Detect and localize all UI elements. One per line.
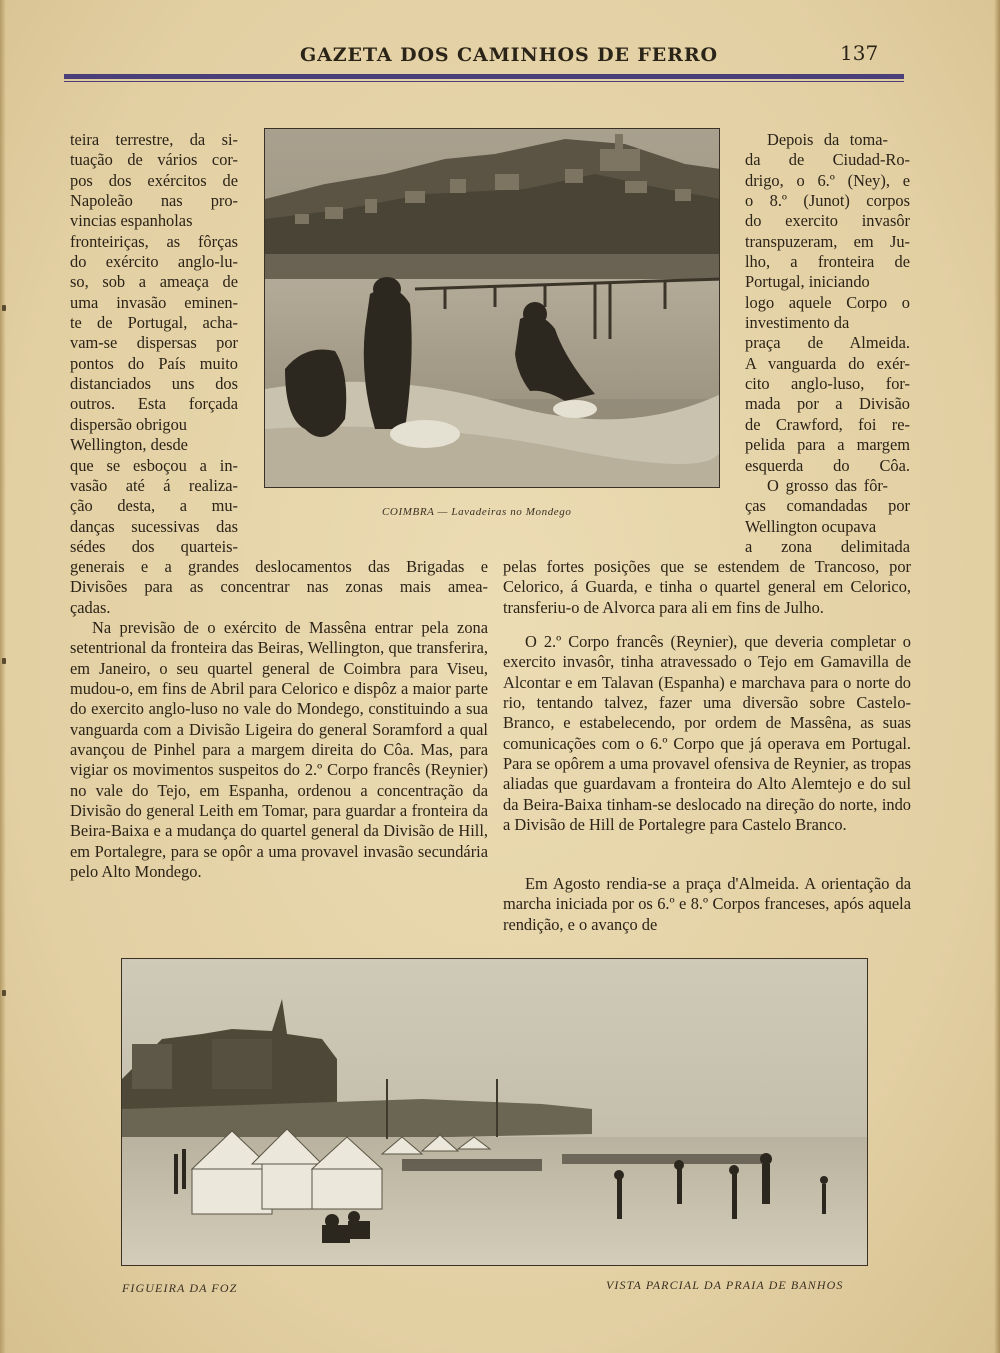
text-line: so, sob a ameaça de xyxy=(70,272,238,292)
text-line: Wellington ocupava xyxy=(745,516,877,536)
text-line: ças comandadas por xyxy=(745,496,910,516)
text-line: A vanguarda do exér- xyxy=(745,353,910,373)
page-number: 137 xyxy=(840,41,879,65)
figueira-caption-place: FIGUEIRA DA FOZ xyxy=(122,1281,238,1295)
text-line: generais e a grandes deslocamentos das Brigadas e xyxy=(70,557,488,576)
text-line: cito anglo-luso, for- xyxy=(745,374,910,394)
text-line: sédes dos quarteis- xyxy=(70,536,238,556)
text-line: Divisões para as concentrar nas zonas mais amea- xyxy=(70,577,488,597)
text-line: vincias espanholas xyxy=(70,211,193,231)
text-line: lho, a fronteira de xyxy=(745,252,910,272)
figueira-caption-title: VISTA PARCIAL DA PRAIA DE BANHOS xyxy=(606,1278,844,1292)
text-line: O grosso das fôr- xyxy=(767,475,888,495)
text-line: do exército anglo-lu- xyxy=(70,252,238,272)
text-line: uma invasão eminen- xyxy=(70,292,238,312)
binding-mark xyxy=(2,658,6,664)
text-line: Wellington, desde xyxy=(70,435,188,455)
text-line: praça de Almeida. xyxy=(745,333,910,353)
text-line: fronteiriças, as fôrças xyxy=(70,231,238,251)
text-line: pos dos exércitos de xyxy=(70,170,238,190)
text-line: danças sucessivas das xyxy=(70,516,238,536)
text-line: Depois da toma- xyxy=(767,130,888,149)
text-line: do exercito invasôr xyxy=(745,211,910,231)
text-line: de Crawford, foi re- xyxy=(745,414,910,434)
binding-mark xyxy=(2,305,6,311)
text-line: Napoleão nas pro- xyxy=(70,191,238,211)
text-line: da de Ciudad-Ro- xyxy=(745,150,910,170)
left-column-top xyxy=(70,130,238,557)
right-column-continuation: pelas fortes posições que se estendem de Trancoso, por Celorico, á Guarda, e tinha o quartel general em Celorico, transferiu-o de Alvorca para ali em fins de Julho. xyxy=(503,557,911,617)
left-column-continuation xyxy=(70,557,488,618)
running-head: GAZETA DOS CAMINHOS DE FERRO xyxy=(300,44,719,66)
right-paragraph-3: Em Agosto rendia-se a praça d'Almeida. A orientação da marcha iniciada por os 6.º e 8.º Corpos franceses, após aquela rendição, e o avanço de xyxy=(503,874,911,934)
text-line: logo aquele Corpo o xyxy=(745,292,910,312)
text-line: drigo, o 6.º (Ney), e xyxy=(745,170,910,190)
header-rule xyxy=(64,74,904,79)
page-left-edge xyxy=(0,0,6,1353)
text-line: transpuzeram, em Ju- xyxy=(745,231,910,251)
binding-mark xyxy=(2,990,6,996)
right-column-top xyxy=(745,130,910,557)
text-line: que se esboçou a in- xyxy=(70,455,238,475)
figueira-photo xyxy=(121,958,868,1266)
text-line: o 8.º (Junot) corpos xyxy=(745,191,910,211)
coimbra-illustration xyxy=(265,129,720,488)
text-line: pontos do País muito xyxy=(70,353,238,373)
text-line: çadas. xyxy=(70,597,111,617)
text-line: vasão até á realiza- xyxy=(70,475,238,495)
text-line: mada por a Divisão xyxy=(745,394,910,414)
text-line: distanciados uns dos xyxy=(70,374,238,394)
text-line: ção desta, a mu- xyxy=(70,496,238,516)
text-line: pelida para a margem xyxy=(745,435,910,455)
text-line: dispersão obrigou xyxy=(70,414,187,434)
left-paragraph-2: Na previsão de o exército de Massêna entrar pela zona setentrional da fronteira das Beiras, Wellington, que transferira, em Janeiro, o seu quartel general de Coimbra para Viseu, mudou-o, em fins de Abril para Celorico e dispôz a maior parte do exercito anglo-luso no vale do Mondego, constituindo a sua vanguarda com a Divisão Ligeira do general Soramford a qual avançou de Pinhel para a margem direita do Côa. Mas, para vigiar os movimentos suspeitos do 2.º Corpo francês (Reynier) no vale do Tejo, em Espanha, ordenou a concentração da Divisão do general Leith em Tomar, para guardar a fronteira da Beira-Baixa e a mudança do quartel general da Divisão de Hill, em Portalegre, para se opôr a uma provavel invasão secundária pelo Alto Mondego. xyxy=(70,618,488,882)
header-rule-thin xyxy=(64,81,904,82)
text-line: esquerda do Côa. xyxy=(745,455,910,475)
text-line: tuação de vários cor- xyxy=(70,150,238,170)
page-right-edge xyxy=(994,0,1000,1353)
figueira-illustration xyxy=(122,959,868,1266)
coimbra-photo xyxy=(264,128,720,488)
text-line: vam-se dispersas por xyxy=(70,333,238,353)
coimbra-caption: COIMBRA — Lavadeiras no Mondego xyxy=(382,506,572,518)
text-line: a zona delimitada xyxy=(745,536,910,556)
text-line: Portugal, iniciando xyxy=(745,272,870,292)
text-line: teira terrestre, da si- xyxy=(70,130,238,149)
text-line: investimento da xyxy=(745,313,850,333)
text-line: outros. Esta forçada xyxy=(70,394,238,414)
text-line: te de Portugal, acha- xyxy=(70,313,238,333)
right-paragraph-2: O 2.º Corpo francês (Reynier), que deveria completar o exercito invasôr, tinha atravessado o Tejo em Gamavilla de Alcontar e em Talavan (Espanha) e marchava para o norte do rio, tentando talvez, fazer uma diversão sobre Castelo-Branco, e estabelecendo, por ordem de Massêna, as suas comunicações com o 6.º Corpo que já operava em Portugal. Para se opôrem a uma provavel ofensiva de Reynier, as tropas aliadas que guardavam a fronteira do Alto Alemtejo e do sul da Beira-Baixa tinham-se deslocado na direção do norte, indo a Divisão de Hill de Portalegre para Castelo Branco. xyxy=(503,632,911,835)
